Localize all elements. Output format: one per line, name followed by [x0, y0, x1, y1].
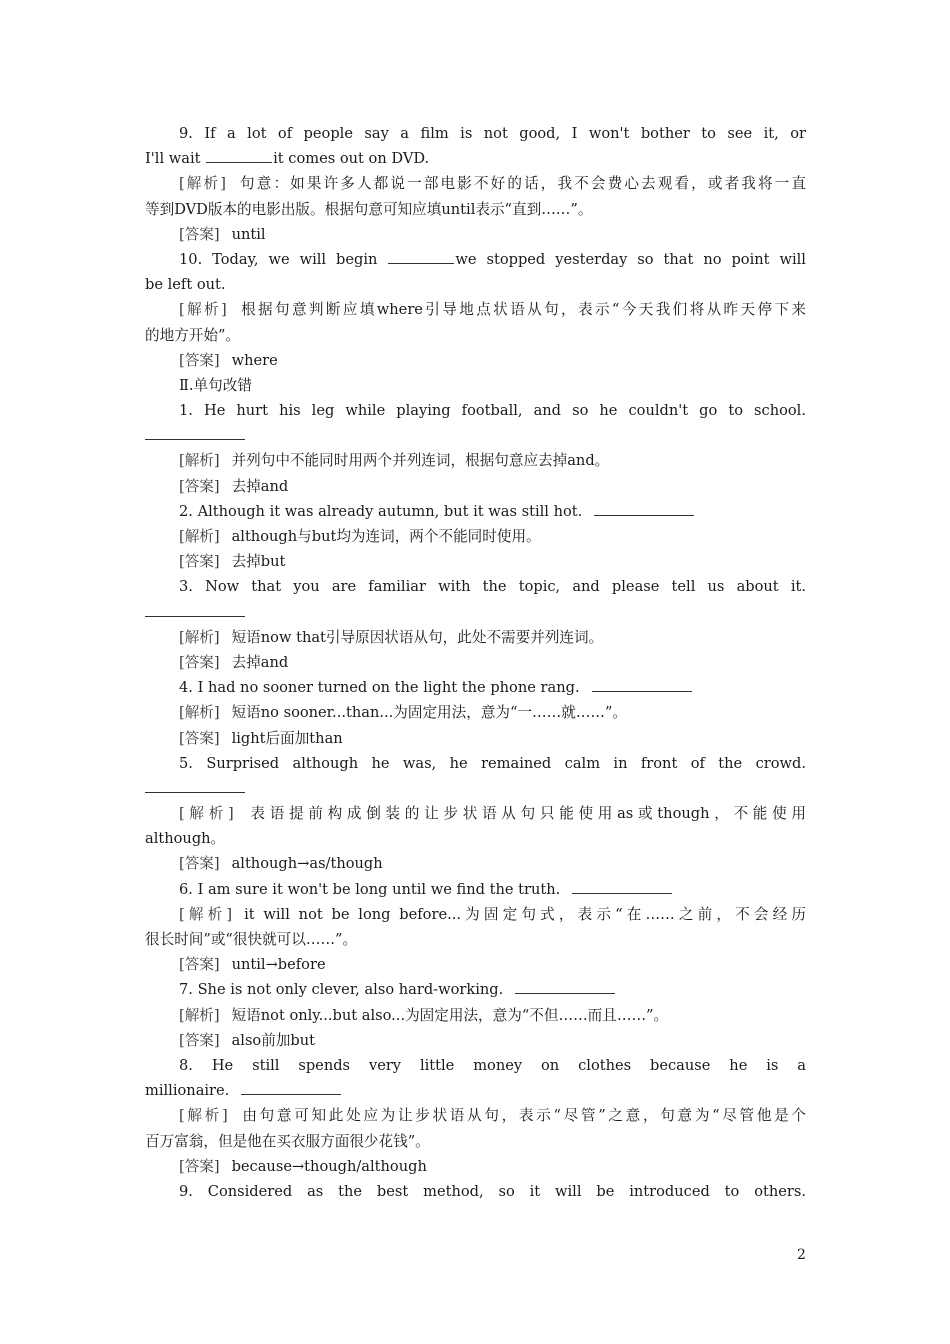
analysis-label: [解析]	[179, 1006, 220, 1024]
answer-blank	[145, 425, 245, 440]
document-page	[145, 121, 806, 1204]
analysis-line: [解析] 短语no sooner...than...为固定用法，意为“一……就……”。	[179, 704, 628, 722]
analysis-line: [解析] it will not be long before...为固定句式，表示“在……之前，不会经历	[179, 905, 807, 923]
analysis-label: [解析]	[179, 1107, 228, 1125]
analysis-label: [解析]	[179, 175, 226, 193]
answer-line: [答案] where	[179, 351, 278, 369]
answer-line: [答案] light后面加than	[179, 729, 343, 747]
answer-blank	[145, 602, 245, 617]
answer-line: [答案] although→as/though	[179, 855, 383, 873]
error-question-6: 6. I am sure it won't be long until we find the truth.	[145, 877, 806, 902]
answer-line: [答案] until	[179, 225, 266, 243]
answer-line: [答案] 去掉but	[179, 553, 286, 571]
answer-blank	[145, 778, 245, 793]
question-10-line-2: be left out.	[145, 276, 226, 294]
question-9-line-2: I'll wait it comes out on DVD.	[145, 150, 430, 168]
answer-line: [答案] 去掉and	[179, 477, 289, 495]
analysis-label: [解析]	[179, 628, 220, 646]
answer-line: [答案] 去掉and	[179, 653, 289, 671]
answer-label: [答案]	[179, 653, 220, 671]
answer-label: [答案]	[179, 956, 220, 974]
answer-blank	[206, 148, 272, 163]
question-10-line-1: 10. Today, we will begin we stopped yesterday so that no point will	[179, 250, 806, 268]
analysis-continuation: 的地方开始”。	[145, 326, 241, 344]
analysis-line: [解析] 根据句意判断应填where引导地点状语从句，表示“今天我们将从昨天停下来	[179, 301, 807, 319]
answer-blank-line	[145, 776, 806, 801]
error-question-9: 9. Considered as the best method, so it will be introduced to others.	[179, 1182, 806, 1200]
page-number: 2	[797, 1247, 806, 1263]
analysis-line: [解析] 由句意可知此处应为让步状语从句，表示“尽管”之意，句意为“尽管他是个	[179, 1107, 806, 1125]
answer-label: [答案]	[179, 477, 220, 495]
analysis-label: [解析]	[179, 301, 227, 319]
analysis-label: [解析]	[179, 704, 220, 722]
answer-blank	[592, 677, 692, 692]
answer-label: [答案]	[179, 855, 220, 873]
answer-blank	[572, 879, 672, 894]
answer-line: [答案] because→though/although	[179, 1157, 427, 1175]
error-question-4: 4. I had no sooner turned on the light the phone rang.	[145, 675, 806, 700]
analysis-label: [解析]	[179, 528, 220, 545]
section-title: Ⅱ.单句改错	[179, 376, 252, 394]
answer-blank	[515, 979, 615, 994]
analysis-label: [解析]	[179, 805, 234, 823]
error-question-8-line-1: 8. He still spends very little money on clothes because he is a	[179, 1056, 806, 1074]
question-9-line-1: 9. If a lot of people say a film is not good, I won't bother to see it, or	[179, 125, 806, 142]
answer-line: [答案] also前加but	[179, 1031, 316, 1049]
analysis-continuation: 等到DVD版本的电影出版。根据句意可知应填until表示“直到……”。	[145, 200, 593, 218]
error-question-8-line-2: millionaire.	[145, 1078, 806, 1103]
answer-blank	[594, 501, 694, 516]
answer-label: [答案]	[179, 729, 220, 747]
error-question-3: 3. Now that you are familiar with the topic, and please tell us about it.	[179, 578, 806, 596]
analysis-line: [解析] 并列句中不能同时用两个并列连词，根据句意应去掉and。	[179, 452, 610, 470]
answer-label: [答案]	[179, 1157, 220, 1175]
analysis-line: [解析] 表语提前构成倒装的让步状语从句只能使用as或though，不能使用	[179, 805, 806, 823]
answer-label: [答案]	[179, 225, 220, 243]
analysis-continuation: although。	[145, 830, 226, 848]
analysis-continuation: 百万富翁，但是他在买衣服方面很少花钱”。	[145, 1132, 430, 1150]
analysis-label: [解析]	[179, 905, 233, 923]
answer-label: [答案]	[179, 1031, 220, 1049]
analysis-line: [解析] 短语now that引导原因状语从句，此处不需要并列连词。	[179, 628, 604, 646]
analysis-line: [解析] 句意：如果许多人都说一部电影不好的话，我不会费心去观看，或者我将一直	[179, 175, 806, 193]
answer-label: [答案]	[179, 553, 220, 571]
error-question-1: 1. He hurt his leg while playing football, and so he couldn't go to school.	[179, 402, 806, 420]
error-question-7: 7. She is not only clever, also hard-working.	[145, 977, 806, 1002]
answer-blank	[241, 1080, 341, 1095]
analysis-line: [解析] although与but均为连词，两个不能同时使用。	[179, 528, 541, 545]
analysis-line: [解析] 短语not only...but also...为固定用法，意为“不但……而且……”。	[179, 1006, 669, 1024]
error-question-5: 5. Surprised although he was, he remained calm in front of the crowd.	[179, 754, 806, 772]
analysis-label: [解析]	[179, 452, 220, 470]
error-question-2: 2. Although it was already autumn, but it was still hot.	[145, 499, 806, 524]
answer-blank-line	[145, 600, 806, 625]
answer-line: [答案] until→before	[179, 956, 326, 974]
answer-label: [答案]	[179, 351, 220, 369]
answer-blank-line	[145, 423, 806, 448]
answer-blank	[388, 249, 454, 264]
analysis-continuation: 很长时间”或“很快就可以……”。	[145, 931, 358, 948]
